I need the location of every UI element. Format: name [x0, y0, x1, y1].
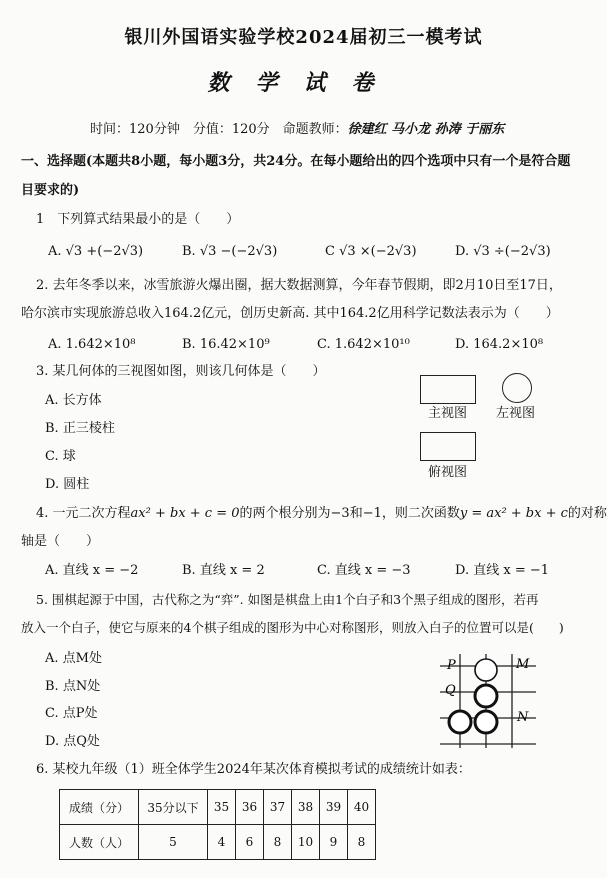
stone-black-3	[449, 711, 471, 733]
q4-equation: ax² + bx + c = 0	[130, 506, 240, 521]
left-view-label: 左视图	[496, 406, 536, 421]
section1-heading-line1: 一、选择题(本题共8小题，每小题3分，共24分。在每小题给出的四个选项中只有一个是符合题	[21, 154, 571, 169]
q2-option-d: D. 164.2×10⁸	[455, 337, 544, 352]
table-cell: 40	[348, 790, 376, 825]
top-view-rectangle	[420, 432, 476, 461]
score-table	[59, 789, 376, 860]
q3-option-d: D. 圆柱	[45, 477, 90, 492]
q1-option-a: A. √3 +(−2√3)	[48, 244, 144, 259]
table-cell: 38	[292, 790, 320, 825]
table-cell: 人数（人）	[60, 825, 139, 860]
stone-black-1	[475, 685, 497, 707]
table-cell: 9	[320, 825, 348, 860]
table-cell: 37	[264, 790, 292, 825]
school-title: 银川外国语实验学校2024届初三一模考试	[124, 27, 483, 48]
q1-option-b: B. √3 −(−2√3)	[182, 244, 278, 259]
q5-line1: 5. 围棋起源于中国，古代称之为“弈”. 如图是棋盘上由1个白子和3个黑子组成的图形，若再	[36, 592, 539, 607]
q5-option-b: B. 点N处	[45, 679, 101, 694]
table-cell: 成绩（分）	[60, 790, 139, 825]
q5-option-d: D. 点Q处	[45, 734, 100, 749]
stone-white	[475, 659, 497, 681]
table-cell: 6	[236, 825, 264, 860]
left-view-circle	[502, 373, 532, 403]
front-view-rectangle	[420, 375, 476, 404]
table-cell: 35分以下	[139, 790, 208, 825]
point-m-label: M	[516, 657, 530, 672]
q6-stem: 6. 某校九年级（1）班全体学生2024年某次体育模拟考试的成绩统计如表：	[36, 762, 471, 777]
table-row	[60, 825, 376, 860]
q3-option-a: A. 长方体	[45, 393, 102, 408]
q4-option-b: B. 直线 x = 2	[182, 563, 265, 578]
table-cell: 39	[320, 790, 348, 825]
q3-option-c: C. 球	[45, 449, 76, 464]
q3-option-b: B. 正三棱柱	[45, 421, 115, 436]
front-view-label: 主视图	[428, 406, 468, 421]
q5-option-c: C. 点P处	[45, 706, 98, 721]
table-cell: 10	[292, 825, 320, 860]
teacher-names: 徐建红 马小龙 孙涛 于丽东	[347, 122, 505, 137]
exam-meta	[90, 122, 504, 138]
stone-black-2	[475, 711, 497, 733]
table-cell: 4	[208, 825, 236, 860]
table-cell: 8	[264, 825, 292, 860]
q4-option-a: A. 直线 x = −2	[45, 563, 139, 578]
table-cell: 35	[208, 790, 236, 825]
q2-option-c: C. 1.642×10¹⁰	[317, 337, 410, 352]
q1-stem: 1 下列算式结果最小的是（ ）	[36, 212, 240, 227]
q2-line1: 2. 去年冬季以来，冰雪旅游火爆出圈，据大数据测算，今年春节假期，即2月10日至17日，	[36, 278, 562, 293]
section1-heading-line2: 目要求的)	[21, 183, 80, 198]
exam-meta-text: 时间：120分钟 分值：120分 命题教师：	[90, 122, 348, 137]
table-row	[60, 790, 376, 825]
q1-option-c: C √3 ×(−2√3)	[325, 244, 417, 259]
subject-title: 数学试卷	[207, 70, 400, 96]
point-q-label: Q	[445, 683, 456, 698]
table-cell: 8	[348, 825, 376, 860]
point-p-label: P	[447, 658, 456, 673]
q4-option-c: C. 直线 x = −3	[317, 563, 411, 578]
q4-function: y = ax² + bx + c	[459, 506, 568, 521]
q4-line1-post: 的对称	[567, 506, 607, 521]
table-cell: 5	[139, 825, 208, 860]
q4-option-d: D. 直线 x = −1	[455, 563, 550, 578]
q4-line1-pre: 4. 一元二次方程	[36, 506, 131, 521]
q2-option-b: B. 16.42×10⁹	[182, 337, 270, 352]
q3-stem: 3. 某几何体的三视图如图，则该几何体是（ ）	[36, 364, 326, 379]
go-stones	[449, 659, 497, 733]
q4-line1	[36, 506, 607, 522]
q4-line1-mid: 的两个根分别为−3和−1，则二次函数	[239, 506, 460, 521]
q5-option-a: A. 点M处	[45, 651, 102, 666]
q5-line2: 放入一个白子，使它与原来的4个棋子组成的图形为中心对称图形，则放入白子的位置可以是( )	[21, 620, 564, 635]
top-view-label: 俯视图	[428, 465, 468, 480]
go-board-diagram	[438, 650, 543, 750]
table-cell: 36	[236, 790, 264, 825]
q2-option-a: A. 1.642×10⁸	[48, 337, 136, 352]
q2-line2: 哈尔滨市实现旅游总收入164.2亿元，创历史新高. 其中164.2亿用科学记数法表示为（ ）	[21, 306, 559, 321]
q1-option-d: D. √3 ÷(−2√3)	[455, 244, 551, 259]
point-n-label: N	[517, 710, 529, 725]
q4-line2: 轴是（ ）	[21, 534, 100, 549]
